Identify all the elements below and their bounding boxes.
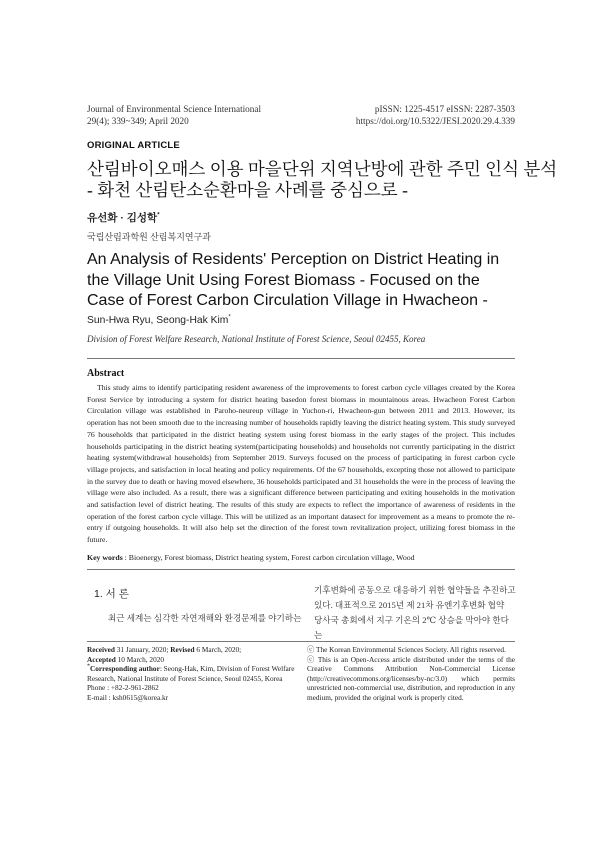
english-author-mark: * (228, 314, 231, 321)
keywords (87, 553, 415, 562)
received-label: Received (87, 645, 115, 654)
english-authors (87, 315, 231, 326)
doi-link[interactable]: https://doi.org/10.5322/JESI.2020.29.4.339 (355, 115, 515, 126)
received-revised-line (87, 645, 302, 655)
corr-text: : Seong-Hak, Kim, Division of Forest Welfare Research, National Institute of Forest Science, Seoul 02455, Korea (87, 664, 295, 683)
phone: Phone : +82-2-961-2862 (87, 683, 159, 693)
korean-authors-names: 유선화 · 김성학 (87, 212, 158, 224)
korean-title-line2: - 화천 산림탄소순환마을 사례를 중심으로 - (87, 180, 408, 200)
intro-left-column: 최근 세계는 심각한 자연재해와 환경문제를 야기하는 (108, 613, 302, 623)
intro-right-line: 기후변화에 공동으로 대응하기 위한 협약들을 추진하고 (314, 585, 516, 595)
korean-authors (87, 210, 160, 225)
corresponding-author (87, 664, 302, 683)
abstract-text: This study aims to identify participating resident awareness of the improvements to forest carbon cycle villages created by the Korea Forest Service by introducing a system for district heating basedon forest biomass in mountainous areas. Hwacheon Forest Carbon Circulation village was established in Paroho-neureup village in Yuchon-ri, Hwacheon-gun between 2011 and 2013. However, its operation has not been smooth due to the increasing number of households rapidly leaving the district heating system. This study surveyed 76 households that participated in the district heating system using forest biomass in the early stages of the project. This includes households participating in the district heating system(participating households) and households not currently participating in the district heating system(withdrawal households) from September 2019. Surveys focused on the process of participating in forest carbon cycle village projects, and satisfaction in local heating and policy requirements. Of the 67 households, excepting those not allowed to participate in the survey due to death or having moved elsewhere, 36 households participated and 31 households the were in the process of leaving the village were also included. As a result, there was a significant difference between participating and exiting households in the motivation and satisfaction level of district heating. The results of this study are expects to reflect the importance of awareness of residents in the operation of the forest carbon cycle village. This will be utilized as an important datasect for improvement as a means to promote the re-entry if outgoing households. It will also help set the direction of the forest town revitalization project, utilizing forest biomass in the future. (87, 383, 515, 545)
accepted-line (87, 655, 302, 665)
revised-date: 6 March, 2020; (194, 645, 242, 654)
license-text: ⓒ This is an Open-Access article distributed under the terms of the Creative Commons Attribution Non-Commercial License (http://creativecommons.org/licenses/by-nc/3.0) which permits unrestricted non-commercial use, distribution, and reproduction in any medium, provided the original work is properly cited. (307, 654, 515, 702)
divider-top (87, 358, 515, 359)
email-link[interactable]: E-mail : ksh0615@korea.kr (87, 692, 169, 702)
journal-issue: 29(4); 339~349; April 2020 (87, 115, 189, 126)
issn: pISSN: 1225-4517 eISSN: 2287-3503 (374, 104, 515, 114)
intro-right-column (314, 583, 516, 643)
corr-label: Corresponding author (90, 664, 160, 674)
footnote-dates-corresponding (87, 645, 302, 703)
journal-header-right (356, 104, 515, 127)
copyright-line: ⓒ The Korean Environmental Sciences Society. All rights reserved. (307, 645, 506, 654)
abstract-heading: Abstract (87, 368, 125, 379)
divider-footer (87, 641, 515, 642)
korean-title (87, 159, 557, 201)
journal-name: Journal of Environmental Science International (87, 104, 261, 114)
korean-title-line1: 산림바이오매스 이용 마을단위 지역난방에 관한 주민 인식 분석 (87, 159, 558, 179)
section-heading: 1. 서 론 (94, 588, 129, 600)
journal-header-left (87, 104, 261, 127)
accepted-label: Accepted (87, 654, 116, 664)
english-affiliation: Division of Forest Welfare Research, National Institute of Forest Science, Seoul 02455, Korea (87, 334, 426, 344)
article-type: ORIGINAL ARTICLE (87, 140, 180, 151)
accepted-date: 10 March, 2020 (115, 654, 165, 664)
received-date: 31 January, 2020; (114, 645, 171, 654)
divider-middle (87, 569, 515, 570)
intro-right-line: 당사국 총회에서 지구 기온의 2℃ 상승을 막아야 한다는 (314, 615, 509, 640)
english-title: An Analysis of Residents' Perception on District Heating in the Village Unit Using Forest Biomass - Focused on the Case of Forest Carbon Circulation Village in Hwacheon - (87, 251, 500, 309)
revised-label: Revised (170, 645, 195, 654)
corr-mark: * (87, 663, 90, 670)
english-authors-names: Sun-Hwa Ryu, Seong-Hak Kim (87, 315, 229, 326)
keywords-text: : Bioenergy, Forest biomass, District heating system, Forest carbon circulation village, Wood (122, 553, 415, 562)
korean-affiliation: 국립산림과학원 산림복지연구과 (87, 232, 211, 242)
intro-right-line: 있다. 대표적으로 2015년 제 21차 유엔기후변화 협약 (314, 600, 505, 610)
footnote-copyright (307, 645, 515, 703)
korean-author-mark: * (157, 212, 160, 219)
keywords-label: Key words (87, 553, 123, 562)
